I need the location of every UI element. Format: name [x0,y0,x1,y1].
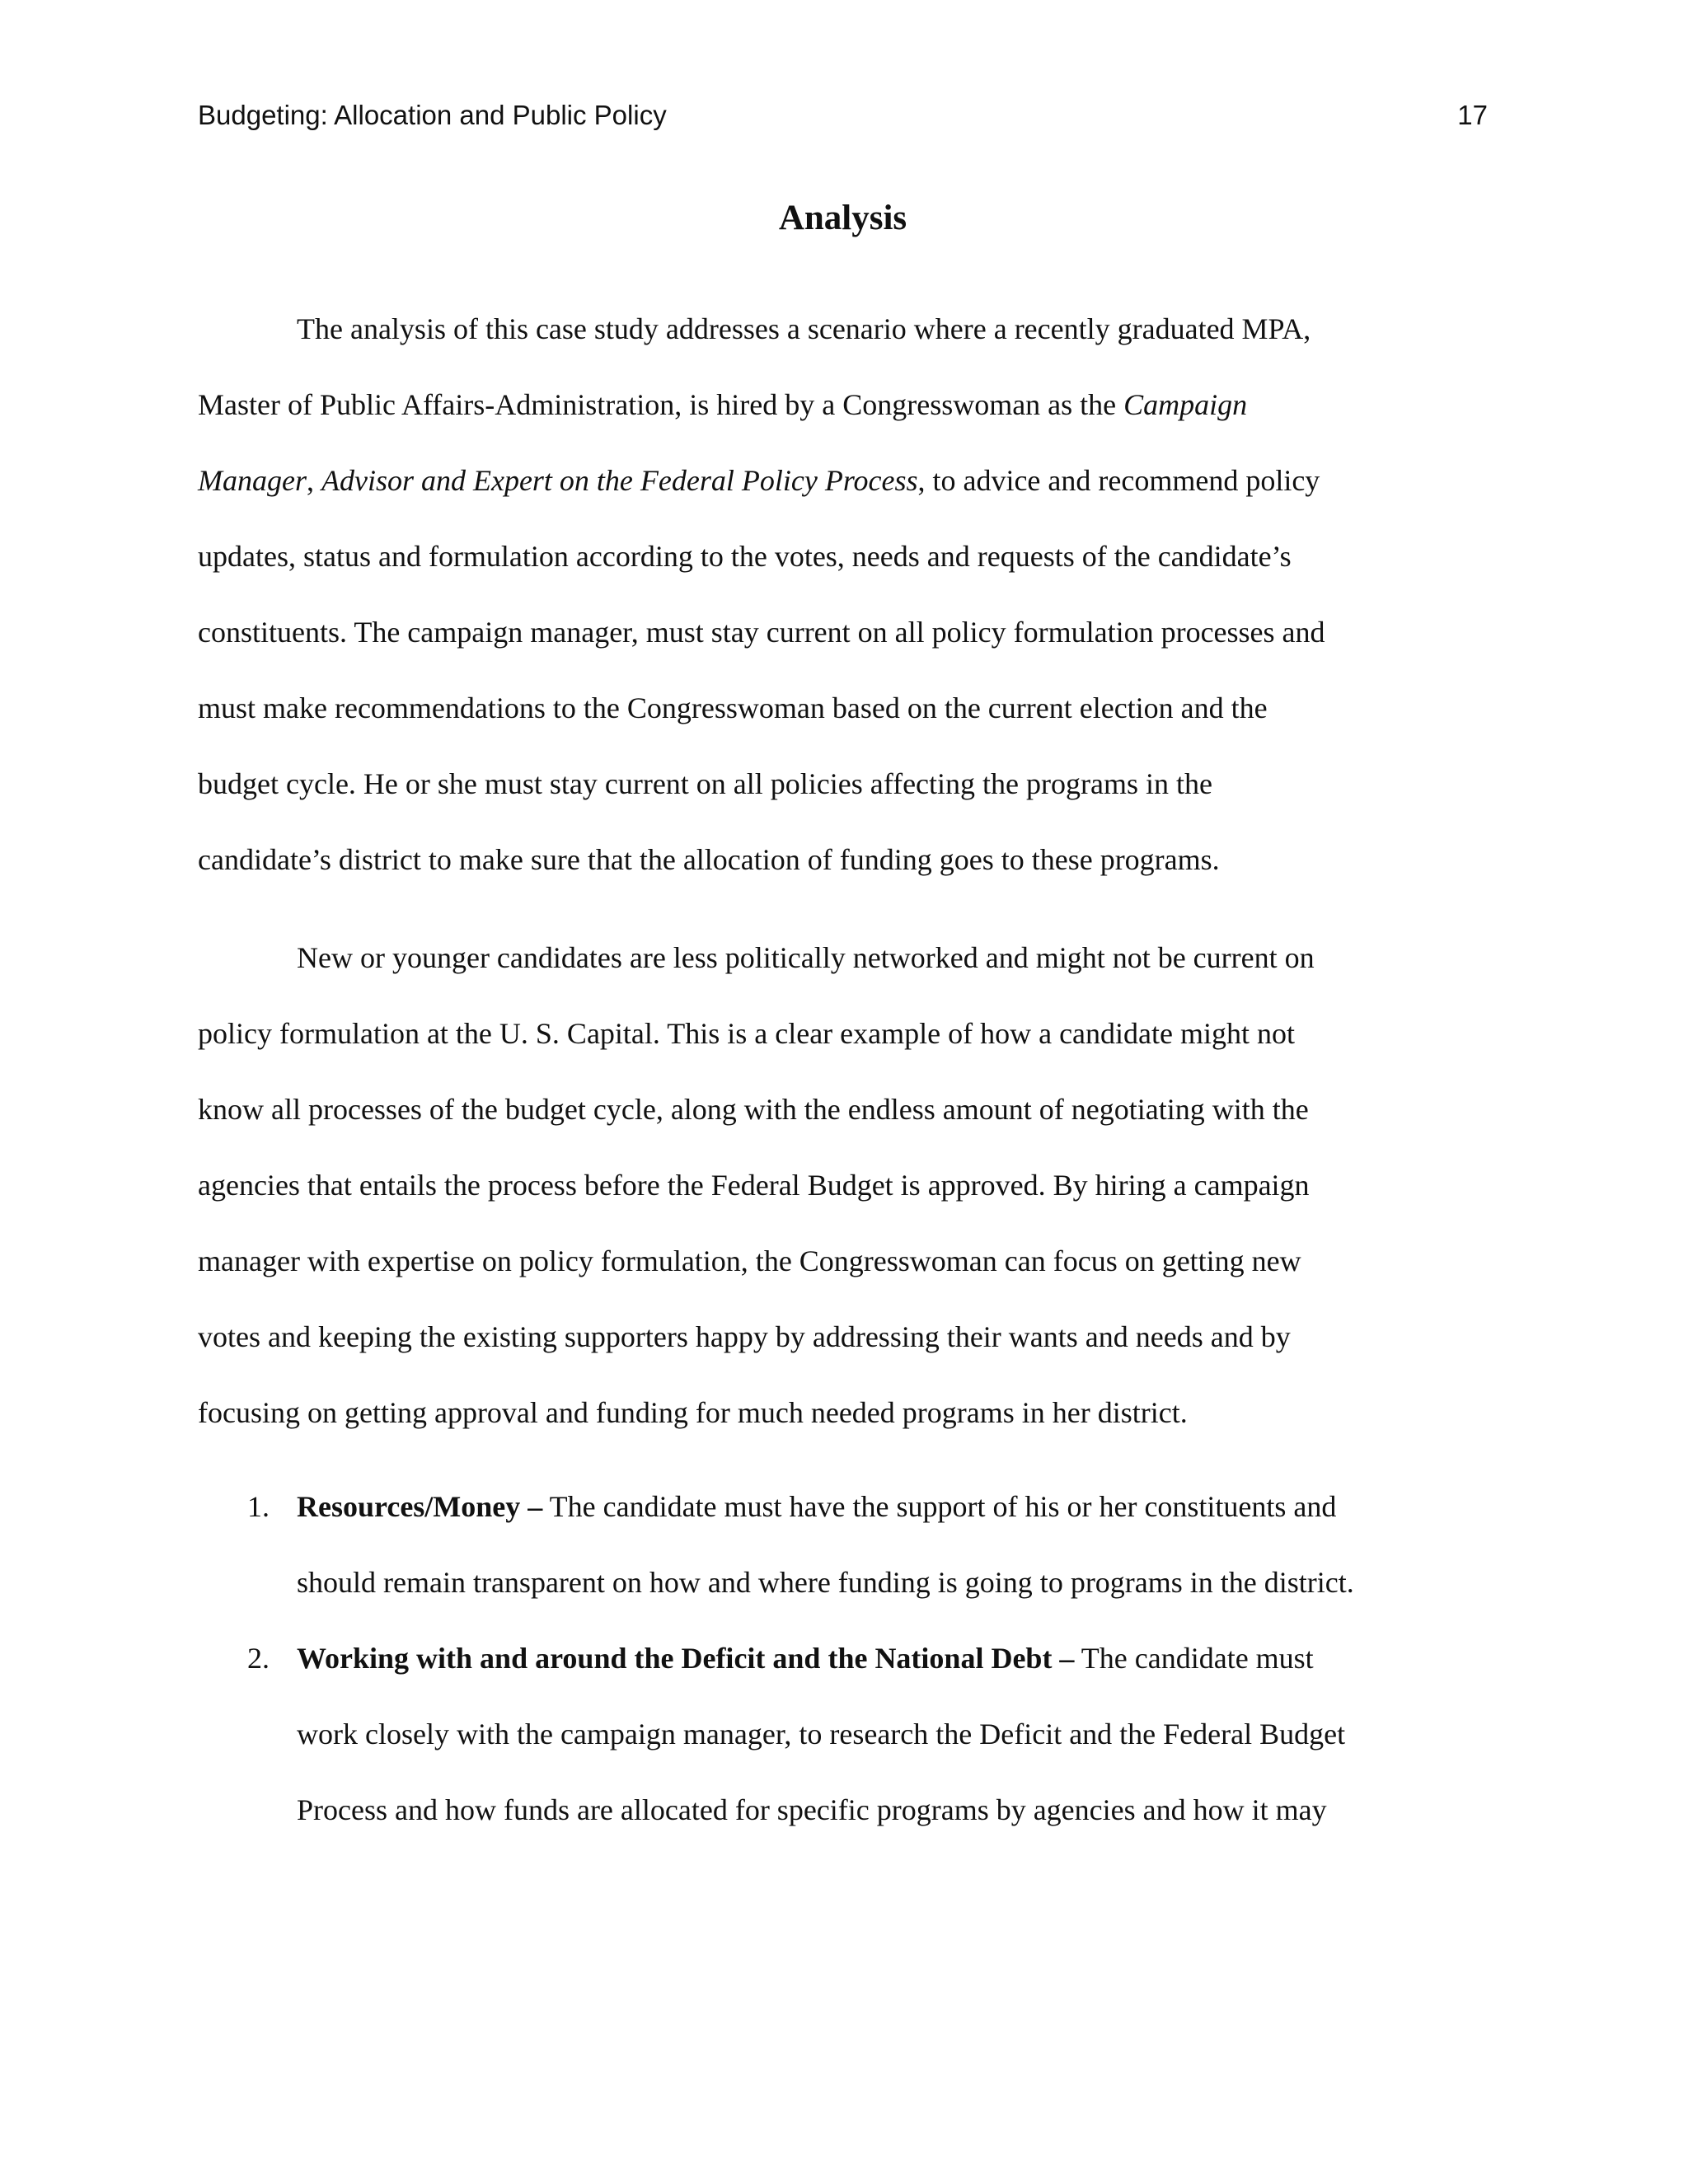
list-item-heading: Working with and around the Deficit and the National Debt – [297,1642,1075,1675]
list-item-text-line-3: Process and how funds are allocated for specific programs by agencies and how it may [297,1793,1327,1826]
paragraph-candidates-line-5: manager with expertise on policy formulation, the Congresswoman can focus on getting new [198,1244,1301,1277]
list-item-text-line-2: should remain transparent on how and where funding is going to programs in the district. [297,1566,1354,1599]
paragraph-candidates-line-3: know all processes of the budget cycle, along with the endless amount of negotiating with the [198,1093,1309,1126]
list-item-number: 2. [247,1642,270,1675]
list-item-text-line-1: The candidate must [1074,1642,1314,1675]
numbered-list [198,1469,1488,1848]
paragraph-intro-line-6: must make recommendations to the Congresswoman based on the current election and the [198,691,1268,724]
list-item-heading: Resources/Money – [297,1490,543,1523]
page-number: 17 [1457,100,1488,130]
paragraph-intro-line-3-tail: , to advice and recommend policy [917,464,1320,497]
paragraph-candidates [198,920,1488,1451]
italic-role-manager: Manager [198,464,307,497]
paragraph-intro-line-1: The analysis of this case study addresses a scenario where a recently graduated MPA, [297,312,1311,345]
paragraph-candidates-text [198,920,1488,1451]
section-title: Analysis [778,199,907,237]
list-item [198,1469,1488,1620]
comma-separator: , [306,464,321,497]
paragraph-candidates-line-1: New or younger candidates are less politically networked and might not be current on [297,941,1315,974]
paragraph-intro-line-8: candidate’s district to make sure that the allocation of funding goes to these programs. [198,843,1220,876]
paragraph-candidates-line-7: focusing on getting approval and funding for much needed programs in her district. [198,1396,1188,1429]
italic-role-campaign: Campaign [1123,388,1248,421]
paragraph-intro-line-4: updates, status and formulation according to the votes, needs and requests of the candidate’s [198,540,1292,573]
italic-role-advisor: Advisor and Expert on the Federal Policy Process [321,464,918,497]
paragraph-candidates-line-6: votes and keeping the existing supporters happy by addressing their wants and needs and by [198,1320,1291,1353]
paragraph-intro [198,291,1488,898]
paragraph-intro-line-7: budget cycle. He or she must stay current on all policies affecting the programs in the [198,767,1212,800]
list-item-text-line-2: work closely with the campaign manager, to research the Deficit and the Federal Budget [297,1718,1346,1750]
list-item [198,1620,1488,1848]
paragraph-intro-line-5: constituents. The campaign manager, must stay current on all policy formulation processes and [198,616,1325,649]
paragraph-candidates-line-4: agencies that entails the process before the Federal Budget is approved. By hiring a campaign [198,1169,1310,1202]
paragraph-intro-line-2: Master of Public Affairs-Administration, is hired by a Congresswoman as the [198,388,1124,421]
running-header-title: Budgeting: Allocation and Public Policy [198,100,667,130]
running-header [198,97,1488,134]
paragraph-candidates-line-2: policy formulation at the U. S. Capital. This is a clear example of how a candidate might not [198,1017,1295,1050]
paragraph-intro-text [198,291,1488,898]
list-item-text-line-1: The candidate must have the support of his or her constituents and [542,1490,1337,1523]
list-item-number: 1. [247,1490,270,1523]
